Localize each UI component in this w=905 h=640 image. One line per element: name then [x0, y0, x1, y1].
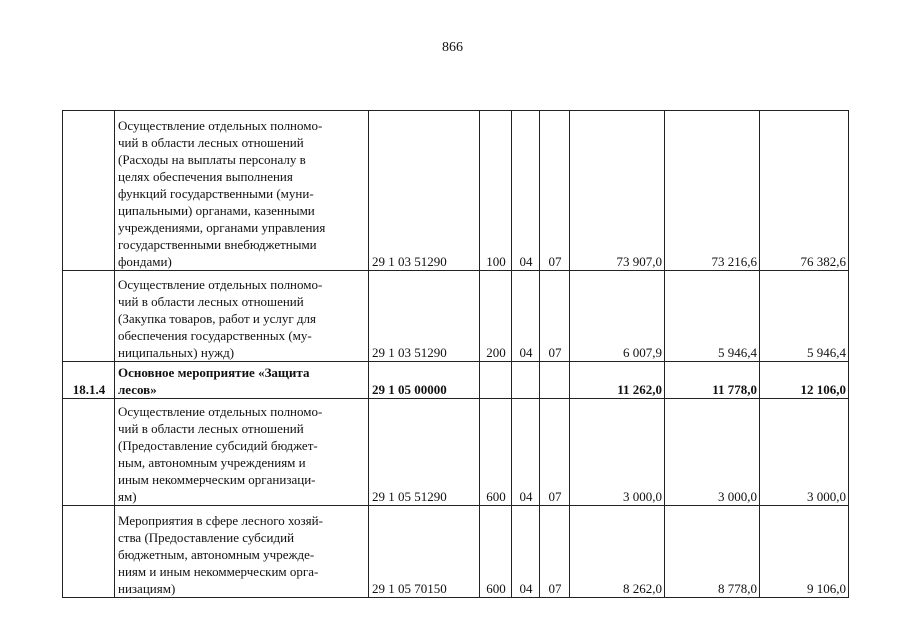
row-year1-amount: 73 907,0 — [570, 111, 665, 271]
row-section — [512, 362, 540, 399]
row-section: 04 — [512, 506, 540, 598]
row-expense-type — [480, 362, 512, 399]
row-section: 04 — [512, 111, 540, 271]
row-target-code: 29 1 03 51290 — [369, 111, 480, 271]
table-row — [63, 111, 849, 271]
row-description: Осуществление отдельных полномо- чий в области лесных отношений (Расходы на выплаты персоналу в целях обеспечения выполнения функций государственными (муни- ципальными) органами, казенными учреждениями, органами управления государственными внебюджетными фондами) — [115, 111, 369, 271]
row-expense-type: 100 — [480, 111, 512, 271]
row-year1-amount: 11 262,0 — [570, 362, 665, 399]
table-row — [63, 506, 849, 598]
row-subsection: 07 — [540, 271, 570, 362]
row-description: Основное мероприятие «Защита лесов» — [115, 362, 369, 399]
table-row — [63, 399, 849, 506]
row-target-code: 29 1 05 70150 — [369, 506, 480, 598]
row-year3-amount: 3 000,0 — [760, 399, 849, 506]
row-year2-amount: 3 000,0 — [665, 399, 760, 506]
row-year3-amount: 76 382,6 — [760, 111, 849, 271]
row-index — [63, 399, 115, 506]
row-year3-amount: 12 106,0 — [760, 362, 849, 399]
row-subsection: 07 — [540, 399, 570, 506]
row-subsection: 07 — [540, 111, 570, 271]
row-year1-amount: 3 000,0 — [570, 399, 665, 506]
row-year2-amount: 73 216,6 — [665, 111, 760, 271]
row-target-code: 29 1 05 51290 — [369, 399, 480, 506]
row-description: Мероприятия в сфере лесного хозяй- ства (Предоставление субсидий бюджетным, автономным учрежде- ниям и иным некоммерческим орга- низациям) — [115, 506, 369, 598]
row-target-code: 29 1 05 00000 — [369, 362, 480, 399]
row-expense-type: 600 — [480, 399, 512, 506]
page-number: 866 — [442, 40, 463, 55]
row-year1-amount: 8 262,0 — [570, 506, 665, 598]
row-year1-amount: 6 007,9 — [570, 271, 665, 362]
row-section: 04 — [512, 399, 540, 506]
row-year2-amount: 5 946,4 — [665, 271, 760, 362]
table-row-section-header — [63, 362, 849, 399]
row-index — [63, 271, 115, 362]
row-expense-type: 200 — [480, 271, 512, 362]
row-description: Осуществление отдельных полномо- чий в области лесных отношений (Предоставление субсидий бюджет- ным, автономным учреждениям и иным некоммерческим организаци- ям) — [115, 399, 369, 506]
row-target-code: 29 1 03 51290 — [369, 271, 480, 362]
row-description: Осуществление отдельных полномо- чий в области лесных отношений (Закупка товаров, работ и услуг для обеспечения государственных (му- ниципальных) нужд) — [115, 271, 369, 362]
row-index — [63, 111, 115, 271]
row-year3-amount: 5 946,4 — [760, 271, 849, 362]
budget-table — [62, 110, 849, 598]
row-expense-type: 600 — [480, 506, 512, 598]
row-year2-amount: 11 778,0 — [665, 362, 760, 399]
row-year3-amount: 9 106,0 — [760, 506, 849, 598]
table-row — [63, 271, 849, 362]
row-index: 18.1.4 — [63, 362, 115, 399]
row-subsection: 07 — [540, 506, 570, 598]
row-index — [63, 506, 115, 598]
row-section: 04 — [512, 271, 540, 362]
row-year2-amount: 8 778,0 — [665, 506, 760, 598]
row-subsection — [540, 362, 570, 399]
